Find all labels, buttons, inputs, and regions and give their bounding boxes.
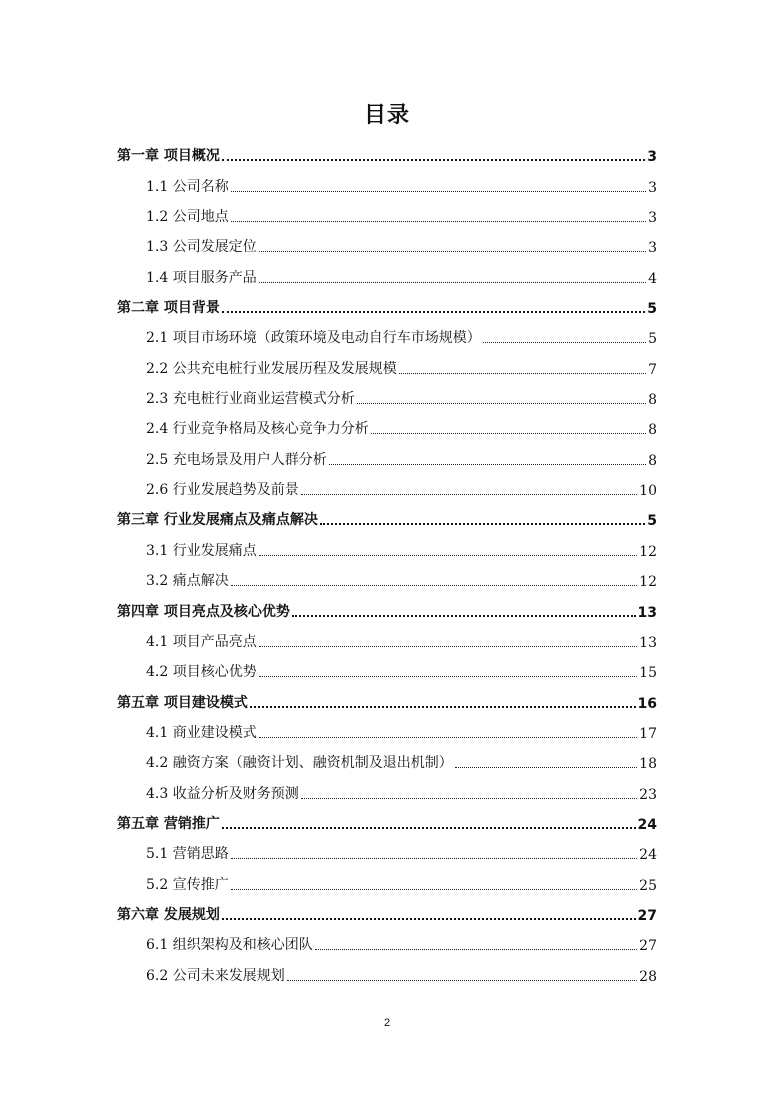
toc-entry-page: 7	[648, 361, 657, 378]
toc-entry-title: 2.4 行业竞争格局及核心竞争力分析	[146, 421, 369, 438]
toc-entry-page: 27	[637, 907, 657, 924]
toc-entry-title: 2.3 充电桩行业商业运营模式分析	[146, 391, 355, 408]
toc-entry-page: 5	[648, 331, 657, 348]
toc-section-entry[interactable]	[117, 836, 657, 866]
toc-entry-title: 6.2 公司未来发展规划	[146, 967, 285, 984]
toc-entry-title: 3.2 痛点解决	[146, 573, 229, 590]
toc-entry-title: 4.1 商业建设模式	[146, 724, 257, 741]
toc-dot-leader	[259, 646, 637, 647]
toc-chapter-entry[interactable]	[117, 684, 657, 714]
toc-entry-title: 5.1 营销思路	[146, 846, 229, 863]
toc-entry-title: 第三章 行业发展痛点及痛点解决	[117, 512, 318, 529]
toc-entry-page: 4	[648, 270, 657, 287]
toc-entry-page: 13	[639, 634, 657, 651]
toc-section-entry[interactable]	[117, 381, 657, 411]
toc-entry-title: 第四章 项目亮点及核心优势	[117, 603, 290, 620]
toc-section-entry[interactable]	[117, 866, 657, 896]
toc-dot-leader	[231, 585, 637, 586]
toc-dot-leader	[301, 494, 637, 495]
toc-section-entry[interactable]	[117, 168, 657, 198]
toc-entry-title: 4.3 收益分析及财务预测	[146, 785, 299, 802]
toc-entry-title: 6.1 组织架构及和核心团队	[146, 937, 313, 954]
toc-section-entry[interactable]	[117, 350, 657, 380]
toc-dot-leader	[259, 282, 646, 283]
toc-entry-title: 2.1 项目市场环境（政策环境及电动自行车市场规模）	[146, 330, 481, 347]
toc-dot-leader	[222, 159, 645, 161]
toc-entry-page: 3	[648, 210, 657, 227]
toc-entry-page: 3	[647, 149, 657, 166]
toc-entry-page: 28	[639, 968, 657, 985]
toc-entry-title: 1.1 公司名称	[146, 178, 229, 195]
toc-entry-page: 25	[639, 877, 657, 894]
toc-section-entry[interactable]	[117, 715, 657, 745]
toc-dot-leader	[301, 798, 637, 799]
toc-dot-leader	[231, 191, 646, 192]
toc-section-entry[interactable]	[117, 259, 657, 289]
toc-section-entry[interactable]	[117, 957, 657, 987]
toc-chapter-entry[interactable]	[117, 138, 657, 168]
toc-entry-title: 5.2 宣传推广	[146, 876, 229, 893]
toc-section-entry[interactable]	[117, 199, 657, 229]
toc-entry-title: 4.2 项目核心优势	[146, 664, 257, 681]
toc-dot-leader	[315, 949, 637, 950]
toc-section-entry[interactable]	[117, 411, 657, 441]
toc-entry-page: 17	[639, 725, 657, 742]
toc-entry-page: 10	[639, 483, 657, 500]
toc-entry-page: 13	[637, 604, 657, 621]
page-number: 2	[383, 1017, 391, 1029]
toc-dot-leader	[231, 889, 637, 890]
toc-dot-leader	[259, 676, 637, 677]
toc-entry-title: 2.2 公共充电桩行业发展历程及发展规模	[146, 360, 397, 377]
toc-section-entry[interactable]	[117, 563, 657, 593]
toc-chapter-entry[interactable]	[117, 502, 657, 532]
toc-dot-leader	[483, 342, 646, 343]
toc-entry-page: 23	[639, 786, 657, 803]
toc-entry-page: 5	[647, 513, 657, 530]
toc-section-entry[interactable]	[117, 441, 657, 471]
toc-section-entry[interactable]	[117, 927, 657, 957]
toc-dot-leader	[222, 827, 636, 829]
toc-dot-leader	[250, 706, 636, 708]
toc-entry-title: 4.2 融资方案（融资计划、融资机制及退出机制）	[146, 755, 453, 772]
toc-entry-title: 第五章 项目建设模式	[117, 694, 248, 711]
toc-entry-page: 8	[648, 422, 657, 439]
toc-dot-leader	[399, 373, 646, 374]
toc-dot-leader	[455, 767, 637, 768]
toc-entry-page: 8	[648, 452, 657, 469]
toc-chapter-entry[interactable]	[117, 806, 657, 836]
toc-dot-leader	[329, 464, 646, 465]
toc-entry-page: 27	[639, 938, 657, 955]
toc-dot-leader	[357, 403, 646, 404]
toc-entry-page: 3	[648, 179, 657, 196]
toc-section-entry[interactable]	[117, 654, 657, 684]
toc-dot-leader	[231, 858, 637, 859]
toc-dot-leader	[222, 311, 645, 313]
toc-entry-page: 18	[639, 756, 657, 773]
toc-entry-title: 4.1 项目产品亮点	[146, 633, 257, 650]
toc-dot-leader	[287, 980, 637, 981]
toc-dot-leader	[222, 918, 636, 920]
toc-entry-page: 12	[639, 574, 657, 591]
toc-entry-page: 5	[647, 301, 657, 318]
toc-entry-page: 16	[637, 695, 657, 712]
toc-dot-leader	[371, 433, 646, 434]
toc-entry-page: 15	[639, 665, 657, 682]
toc-chapter-entry[interactable]	[117, 897, 657, 927]
toc-entry-title: 2.6 行业发展趋势及前景	[146, 482, 299, 499]
toc-section-entry[interactable]	[117, 775, 657, 805]
toc-title: 目录	[363, 103, 410, 128]
toc-chapter-entry[interactable]	[117, 593, 657, 623]
toc-dot-leader	[231, 221, 646, 222]
toc-dot-leader	[259, 555, 637, 556]
toc-entry-title: 第一章 项目概况	[117, 148, 220, 165]
toc-entry-title: 第二章 项目背景	[117, 300, 220, 317]
toc-entry-page: 24	[639, 847, 657, 864]
toc-section-entry[interactable]	[117, 624, 657, 654]
toc-dot-leader	[259, 737, 637, 738]
toc-entry-page: 24	[637, 816, 657, 833]
toc-chapter-entry[interactable]	[117, 290, 657, 320]
table-of-contents	[117, 138, 657, 988]
toc-entry-title: 3.1 行业发展痛点	[146, 542, 257, 559]
toc-section-entry[interactable]	[117, 745, 657, 775]
toc-entry-title: 1.4 项目服务产品	[146, 269, 257, 286]
toc-entry-title: 第五章 营销推广	[117, 815, 220, 832]
toc-entry-title: 1.2 公司地点	[146, 209, 229, 226]
toc-dot-leader	[259, 251, 646, 252]
toc-entry-title: 第六章 发展规划	[117, 906, 220, 923]
toc-entry-title: 1.3 公司发展定位	[146, 239, 257, 256]
toc-entry-page: 3	[648, 240, 657, 257]
toc-section-entry[interactable]	[117, 320, 657, 350]
toc-dot-leader	[292, 615, 636, 617]
toc-dot-leader	[320, 523, 645, 525]
toc-entry-page: 12	[639, 543, 657, 560]
toc-section-entry[interactable]	[117, 229, 657, 259]
toc-section-entry[interactable]	[117, 472, 657, 502]
toc-section-entry[interactable]	[117, 532, 657, 562]
toc-entry-page: 8	[648, 392, 657, 409]
toc-entry-title: 2.5 充电场景及用户人群分析	[146, 451, 327, 468]
